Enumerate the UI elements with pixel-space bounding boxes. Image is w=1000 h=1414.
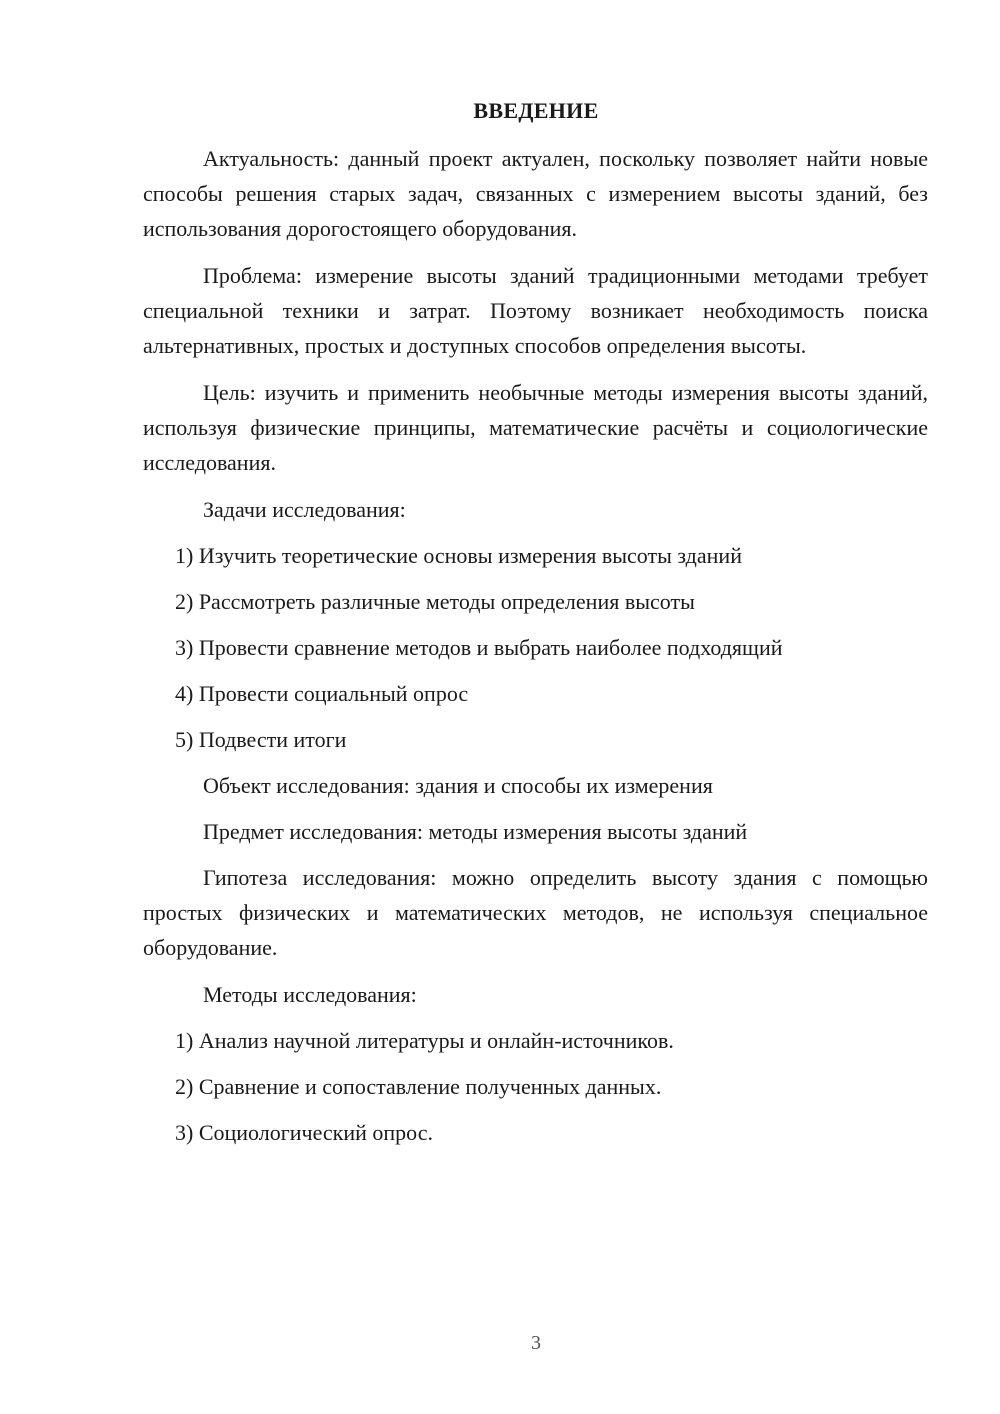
method-item: 3) Социологический опрос. — [175, 1120, 433, 1145]
task-item: 1) Изучить теоретические основы измерения высоты зданий — [175, 543, 742, 568]
document-body — [143, 141, 928, 1161]
section-title: ВВЕДЕНИЕ — [473, 98, 599, 123]
task-item: 4) Провести социальный опрос — [175, 681, 469, 706]
research-object: Объект исследования: здания и способы их измерения — [203, 773, 713, 798]
paragraph-problem: Проблема: измерение высоты зданий традиционными методами требует специальной техники и затрат. Поэтому возникает необходимость поиска альтернативных, простых и доступных способов определения высоты. — [143, 263, 928, 358]
paragraph-hypothesis: Гипотеза исследования: можно определить высоту здания с помощью простых физических и математических методов, не используя специальное оборудование. — [143, 865, 928, 960]
task-item: 3) Провести сравнение методов и выбрать наиболее подходящий — [175, 635, 783, 660]
methods-heading: Методы исследования: — [203, 982, 417, 1007]
task-item: 5) Подвести итоги — [175, 727, 347, 752]
task-item: 2) Рассмотреть различные методы определения высоты — [175, 589, 695, 614]
tasks-heading: Задачи исследования: — [203, 497, 406, 522]
method-item: 2) Сравнение и сопоставление полученных данных. — [175, 1074, 662, 1099]
method-item: 1) Анализ научной литературы и онлайн-источников. — [175, 1028, 674, 1053]
paragraph-goal: Цель: изучить и применить необычные методы измерения высоты зданий, используя физические принципы, математические расчёты и социологические исследования. — [143, 380, 928, 475]
paragraph-relevance: Актуальность: данный проект актуален, поскольку позволяет найти новые способы решения старых задач, связанных с измерением высоты зданий, без использования дорогостоящего оборудования. — [143, 146, 928, 241]
page-number: 3 — [531, 1332, 541, 1354]
research-subject: Предмет исследования: методы измерения высоты зданий — [203, 819, 748, 844]
